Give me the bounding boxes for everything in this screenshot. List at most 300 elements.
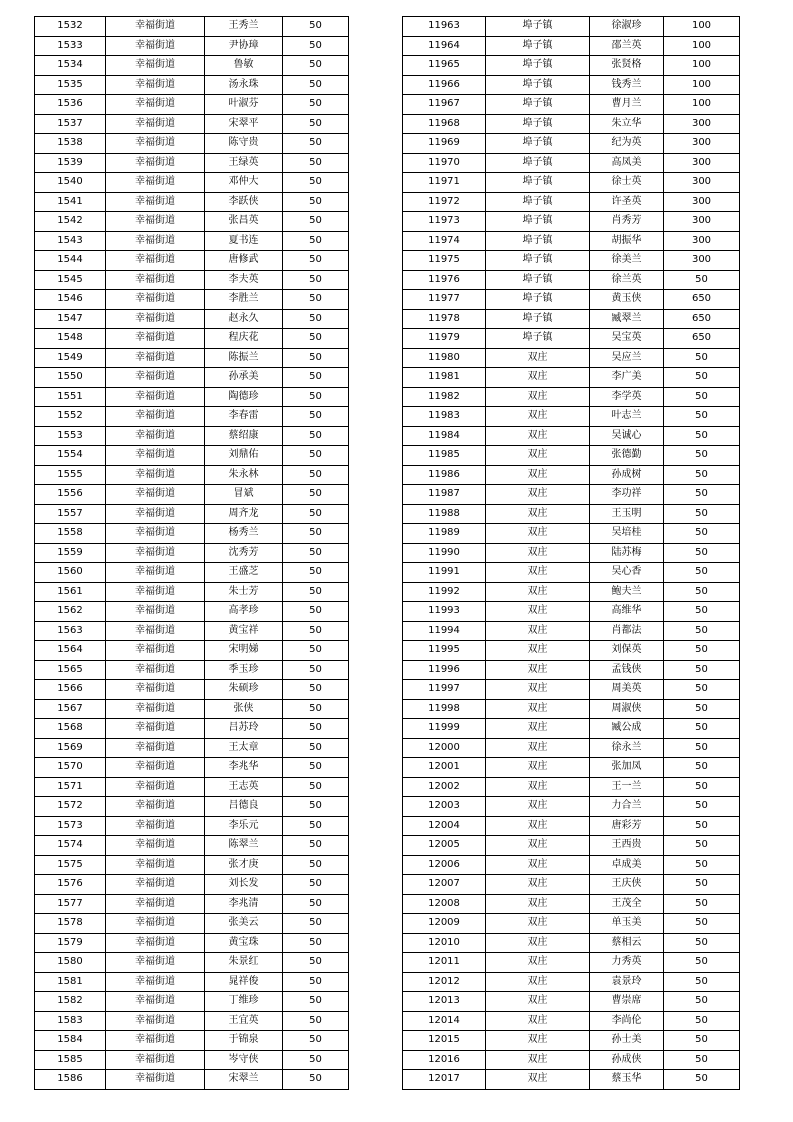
cell-amount: 300	[664, 231, 740, 251]
cell-name: 李春雷	[205, 407, 283, 427]
cell-amount: 50	[283, 485, 349, 505]
cell-amount: 50	[283, 563, 349, 583]
cell-name: 夏书连	[205, 231, 283, 251]
cell-id: 1565	[35, 660, 106, 680]
table-row	[35, 524, 349, 544]
cell-town: 双庄	[486, 758, 590, 778]
table-row	[403, 563, 740, 583]
cell-town: 幸福街道	[106, 621, 205, 641]
cell-id: 1561	[35, 582, 106, 602]
cell-town: 幸福街道	[106, 75, 205, 95]
cell-name: 汤永珠	[205, 75, 283, 95]
cell-id: 12007	[403, 875, 486, 895]
cell-amount: 300	[664, 192, 740, 212]
cell-town: 埠子镇	[486, 212, 590, 232]
cell-amount: 50	[283, 1031, 349, 1051]
cell-id: 1573	[35, 816, 106, 836]
cell-id: 11976	[403, 270, 486, 290]
cell-id: 1544	[35, 251, 106, 271]
cell-id: 1581	[35, 972, 106, 992]
table-row	[403, 602, 740, 622]
cell-name: 钱秀兰	[590, 75, 664, 95]
cell-id: 1572	[35, 797, 106, 817]
cell-amount: 50	[664, 348, 740, 368]
cell-amount: 50	[283, 36, 349, 56]
cell-amount: 300	[664, 134, 740, 154]
table-row	[35, 309, 349, 329]
table-row	[35, 660, 349, 680]
table-row	[403, 621, 740, 641]
cell-town: 双庄	[486, 719, 590, 739]
table-row	[403, 914, 740, 934]
cell-id: 11984	[403, 426, 486, 446]
cell-town: 幸福街道	[106, 504, 205, 524]
table-row	[35, 894, 349, 914]
cell-id: 1568	[35, 719, 106, 739]
cell-name: 高凤美	[590, 153, 664, 173]
table-row	[35, 855, 349, 875]
cell-town: 埠子镇	[486, 231, 590, 251]
cell-amount: 50	[283, 368, 349, 388]
cell-amount: 300	[664, 212, 740, 232]
right-table	[402, 16, 740, 1090]
cell-id: 1550	[35, 368, 106, 388]
cell-name: 李广美	[590, 368, 664, 388]
table-row	[35, 933, 349, 953]
left-table-body	[35, 17, 349, 1090]
cell-name: 肖秀芳	[590, 212, 664, 232]
cell-name: 杨秀兰	[205, 524, 283, 544]
cell-town: 双庄	[486, 738, 590, 758]
cell-id: 11991	[403, 563, 486, 583]
table-row	[403, 1031, 740, 1051]
cell-name: 张德勤	[590, 446, 664, 466]
cell-name: 李兆华	[205, 758, 283, 778]
cell-name: 刘鼎佑	[205, 446, 283, 466]
cell-amount: 50	[664, 582, 740, 602]
cell-id: 1532	[35, 17, 106, 37]
cell-town: 双庄	[486, 446, 590, 466]
cell-name: 唐修武	[205, 251, 283, 271]
cell-amount: 50	[283, 933, 349, 953]
cell-name: 王绿英	[205, 153, 283, 173]
cell-name: 蔡玉华	[590, 1070, 664, 1090]
cell-name: 曹月兰	[590, 95, 664, 115]
cell-name: 张加凤	[590, 758, 664, 778]
table-row	[35, 173, 349, 193]
table-row	[35, 1050, 349, 1070]
cell-name: 陶德珍	[205, 387, 283, 407]
cell-town: 双庄	[486, 777, 590, 797]
table-row	[35, 816, 349, 836]
cell-id: 11980	[403, 348, 486, 368]
cell-town: 幸福街道	[106, 563, 205, 583]
cell-town: 埠子镇	[486, 153, 590, 173]
table-row	[35, 641, 349, 661]
cell-amount: 50	[283, 524, 349, 544]
table-row	[35, 953, 349, 973]
cell-town: 幸福街道	[106, 875, 205, 895]
cell-town: 幸福街道	[106, 738, 205, 758]
cell-id: 12014	[403, 1011, 486, 1031]
cell-name: 王茂全	[590, 894, 664, 914]
table-row	[35, 348, 349, 368]
cell-town: 埠子镇	[486, 309, 590, 329]
cell-town: 幸福街道	[106, 485, 205, 505]
cell-id: 1566	[35, 680, 106, 700]
cell-name: 李跃侠	[205, 192, 283, 212]
cell-id: 1542	[35, 212, 106, 232]
cell-town: 幸福街道	[106, 290, 205, 310]
cell-name: 王秀兰	[205, 17, 283, 37]
cell-id: 11988	[403, 504, 486, 524]
cell-id: 11975	[403, 251, 486, 271]
table-row	[403, 543, 740, 563]
cell-id: 1545	[35, 270, 106, 290]
cell-id: 1582	[35, 992, 106, 1012]
table-row	[403, 17, 740, 37]
table-row	[35, 446, 349, 466]
cell-name: 张昌英	[205, 212, 283, 232]
cell-name: 邵兰英	[590, 36, 664, 56]
cell-amount: 50	[664, 563, 740, 583]
cell-amount: 50	[283, 192, 349, 212]
table-row	[403, 641, 740, 661]
cell-amount: 50	[283, 212, 349, 232]
cell-town: 埠子镇	[486, 270, 590, 290]
cell-town: 埠子镇	[486, 134, 590, 154]
cell-id: 11983	[403, 407, 486, 427]
cell-id: 1552	[35, 407, 106, 427]
cell-amount: 50	[664, 524, 740, 544]
cell-name: 臧翠兰	[590, 309, 664, 329]
cell-amount: 50	[283, 309, 349, 329]
cell-amount: 50	[283, 1011, 349, 1031]
cell-amount: 50	[664, 699, 740, 719]
table-row	[35, 56, 349, 76]
cell-name: 刘长发	[205, 875, 283, 895]
cell-name: 晁祥俊	[205, 972, 283, 992]
cell-amount: 300	[664, 173, 740, 193]
cell-town: 幸福街道	[106, 212, 205, 232]
cell-id: 11981	[403, 368, 486, 388]
cell-town: 埠子镇	[486, 95, 590, 115]
cell-town: 双庄	[486, 894, 590, 914]
cell-amount: 300	[664, 251, 740, 271]
table-row	[35, 992, 349, 1012]
cell-amount: 50	[283, 348, 349, 368]
cell-amount: 650	[664, 309, 740, 329]
table-row	[403, 270, 740, 290]
cell-town: 双庄	[486, 836, 590, 856]
cell-town: 双庄	[486, 1011, 590, 1031]
table-row	[403, 1070, 740, 1090]
cell-amount: 50	[283, 173, 349, 193]
table-row	[403, 173, 740, 193]
cell-amount: 50	[283, 836, 349, 856]
cell-name: 吕苏玲	[205, 719, 283, 739]
cell-name: 臧公成	[590, 719, 664, 739]
cell-name: 李胜兰	[205, 290, 283, 310]
cell-id: 12013	[403, 992, 486, 1012]
cell-name: 冒斌	[205, 485, 283, 505]
right-table-body	[403, 17, 740, 1090]
cell-name: 孟钱侠	[590, 660, 664, 680]
cell-town: 埠子镇	[486, 114, 590, 134]
table-row	[35, 719, 349, 739]
cell-amount: 50	[283, 777, 349, 797]
table-row	[403, 387, 740, 407]
cell-town: 幸福街道	[106, 641, 205, 661]
cell-amount: 50	[664, 1050, 740, 1070]
cell-amount: 50	[664, 270, 740, 290]
cell-town: 幸福街道	[106, 309, 205, 329]
cell-name: 尹协璋	[205, 36, 283, 56]
cell-amount: 50	[664, 719, 740, 739]
cell-id: 11995	[403, 641, 486, 661]
cell-amount: 50	[664, 972, 740, 992]
cell-id: 1560	[35, 563, 106, 583]
cell-id: 1571	[35, 777, 106, 797]
cell-amount: 300	[664, 114, 740, 134]
cell-amount: 50	[283, 231, 349, 251]
table-row	[403, 485, 740, 505]
cell-amount: 50	[664, 1031, 740, 1051]
cell-amount: 50	[283, 699, 349, 719]
cell-name: 力秀英	[590, 953, 664, 973]
cell-amount: 50	[664, 836, 740, 856]
cell-id: 1559	[35, 543, 106, 563]
table-row	[403, 953, 740, 973]
cell-name: 王西贵	[590, 836, 664, 856]
cell-id: 1575	[35, 855, 106, 875]
cell-amount: 50	[283, 972, 349, 992]
cell-amount: 50	[664, 446, 740, 466]
cell-town: 双庄	[486, 563, 590, 583]
cell-id: 11987	[403, 485, 486, 505]
cell-town: 幸福街道	[106, 894, 205, 914]
left-table	[34, 16, 349, 1090]
table-row	[35, 36, 349, 56]
cell-id: 11977	[403, 290, 486, 310]
table-row	[35, 1070, 349, 1090]
cell-town: 幸福街道	[106, 1011, 205, 1031]
cell-id: 11998	[403, 699, 486, 719]
cell-name: 唐彩芳	[590, 816, 664, 836]
cell-id: 1578	[35, 914, 106, 934]
cell-town: 幸福街道	[106, 270, 205, 290]
cell-town: 双庄	[486, 1031, 590, 1051]
cell-town: 幸福街道	[106, 914, 205, 934]
cell-town: 幸福街道	[106, 36, 205, 56]
cell-amount: 50	[283, 465, 349, 485]
cell-amount: 100	[664, 56, 740, 76]
cell-name: 于锦泉	[205, 1031, 283, 1051]
table-row	[403, 816, 740, 836]
cell-name: 张侠	[205, 699, 283, 719]
cell-id: 11972	[403, 192, 486, 212]
cell-name: 孙士美	[590, 1031, 664, 1051]
table-row	[35, 153, 349, 173]
cell-town: 双庄	[486, 641, 590, 661]
cell-amount: 50	[283, 329, 349, 349]
cell-town: 幸福街道	[106, 465, 205, 485]
cell-id: 1553	[35, 426, 106, 446]
cell-town: 幸福街道	[106, 680, 205, 700]
cell-amount: 50	[283, 290, 349, 310]
cell-name: 肖都法	[590, 621, 664, 641]
cell-id: 1547	[35, 309, 106, 329]
cell-amount: 50	[664, 777, 740, 797]
cell-name: 李尚伦	[590, 1011, 664, 1031]
table-row	[35, 465, 349, 485]
table-row	[403, 738, 740, 758]
cell-amount: 300	[664, 153, 740, 173]
table-row	[403, 95, 740, 115]
cell-town: 幸福街道	[106, 660, 205, 680]
cell-amount: 50	[283, 543, 349, 563]
cell-name: 黄宝祥	[205, 621, 283, 641]
cell-name: 朱景红	[205, 953, 283, 973]
cell-id: 11996	[403, 660, 486, 680]
cell-amount: 50	[283, 816, 349, 836]
cell-amount: 100	[664, 75, 740, 95]
cell-town: 双庄	[486, 543, 590, 563]
cell-id: 1586	[35, 1070, 106, 1090]
cell-id: 11974	[403, 231, 486, 251]
cell-name: 王宜英	[205, 1011, 283, 1031]
cell-name: 王玉明	[590, 504, 664, 524]
cell-amount: 650	[664, 329, 740, 349]
cell-id: 12008	[403, 894, 486, 914]
table-row	[403, 524, 740, 544]
cell-id: 11997	[403, 680, 486, 700]
cell-town: 埠子镇	[486, 290, 590, 310]
cell-amount: 50	[283, 621, 349, 641]
cell-id: 11967	[403, 95, 486, 115]
table-row	[403, 894, 740, 914]
cell-town: 埠子镇	[486, 329, 590, 349]
cell-town: 幸福街道	[106, 972, 205, 992]
cell-id: 1554	[35, 446, 106, 466]
table-row	[35, 1011, 349, 1031]
cell-town: 双庄	[486, 348, 590, 368]
cell-name: 朱立华	[590, 114, 664, 134]
cell-name: 黄宝珠	[205, 933, 283, 953]
cell-town: 幸福街道	[106, 426, 205, 446]
cell-name: 宋翠兰	[205, 1070, 283, 1090]
cell-name: 程庆花	[205, 329, 283, 349]
cell-town: 埠子镇	[486, 75, 590, 95]
cell-id: 1548	[35, 329, 106, 349]
table-row	[403, 114, 740, 134]
cell-amount: 50	[283, 134, 349, 154]
cell-id: 1563	[35, 621, 106, 641]
cell-town: 埠子镇	[486, 56, 590, 76]
table-row	[35, 134, 349, 154]
table-row	[35, 270, 349, 290]
cell-town: 幸福街道	[106, 855, 205, 875]
cell-town: 埠子镇	[486, 192, 590, 212]
cell-amount: 50	[664, 738, 740, 758]
cell-id: 11971	[403, 173, 486, 193]
cell-town: 幸福街道	[106, 777, 205, 797]
cell-id: 1584	[35, 1031, 106, 1051]
cell-id: 1585	[35, 1050, 106, 1070]
table-row	[403, 75, 740, 95]
table-row	[403, 660, 740, 680]
cell-id: 1546	[35, 290, 106, 310]
table-row	[35, 621, 349, 641]
cell-amount: 50	[664, 543, 740, 563]
cell-id: 1570	[35, 758, 106, 778]
table-row	[403, 446, 740, 466]
cell-id: 12004	[403, 816, 486, 836]
table-row	[403, 426, 740, 446]
cell-name: 张贤格	[590, 56, 664, 76]
cell-name: 陈翠兰	[205, 836, 283, 856]
cell-amount: 50	[664, 855, 740, 875]
cell-amount: 50	[664, 914, 740, 934]
cell-town: 双庄	[486, 914, 590, 934]
cell-amount: 50	[283, 797, 349, 817]
table-row	[403, 251, 740, 271]
table-row	[403, 465, 740, 485]
table-row	[403, 290, 740, 310]
cell-town: 双庄	[486, 855, 590, 875]
cell-town: 幸福街道	[106, 1070, 205, 1090]
cell-name: 徐士英	[590, 173, 664, 193]
cell-amount: 50	[664, 797, 740, 817]
cell-town: 双庄	[486, 972, 590, 992]
cell-amount: 50	[283, 270, 349, 290]
cell-town: 双庄	[486, 699, 590, 719]
cell-town: 埠子镇	[486, 17, 590, 37]
cell-amount: 100	[664, 36, 740, 56]
cell-name: 徐美兰	[590, 251, 664, 271]
cell-town: 幸福街道	[106, 17, 205, 37]
table-row	[35, 95, 349, 115]
cell-id: 11992	[403, 582, 486, 602]
table-row	[35, 485, 349, 505]
cell-amount: 50	[283, 387, 349, 407]
cell-amount: 50	[283, 738, 349, 758]
cell-id: 12001	[403, 758, 486, 778]
cell-name: 宋明娣	[205, 641, 283, 661]
cell-name: 许圣英	[590, 192, 664, 212]
cell-town: 幸福街道	[106, 231, 205, 251]
table-row	[403, 504, 740, 524]
cell-id: 1556	[35, 485, 106, 505]
table-row	[35, 563, 349, 583]
cell-name: 张才庚	[205, 855, 283, 875]
cell-town: 幸福街道	[106, 816, 205, 836]
cell-id: 11965	[403, 56, 486, 76]
table-row	[403, 758, 740, 778]
cell-id: 11973	[403, 212, 486, 232]
cell-id: 11978	[403, 309, 486, 329]
cell-amount: 50	[283, 17, 349, 37]
table-row	[403, 719, 740, 739]
cell-amount: 50	[664, 485, 740, 505]
cell-name: 蔡绍康	[205, 426, 283, 446]
cell-amount: 50	[664, 465, 740, 485]
table-row	[35, 407, 349, 427]
cell-name: 李乐元	[205, 816, 283, 836]
cell-amount: 100	[664, 17, 740, 37]
cell-amount: 50	[664, 953, 740, 973]
cell-name: 鲍夫兰	[590, 582, 664, 602]
